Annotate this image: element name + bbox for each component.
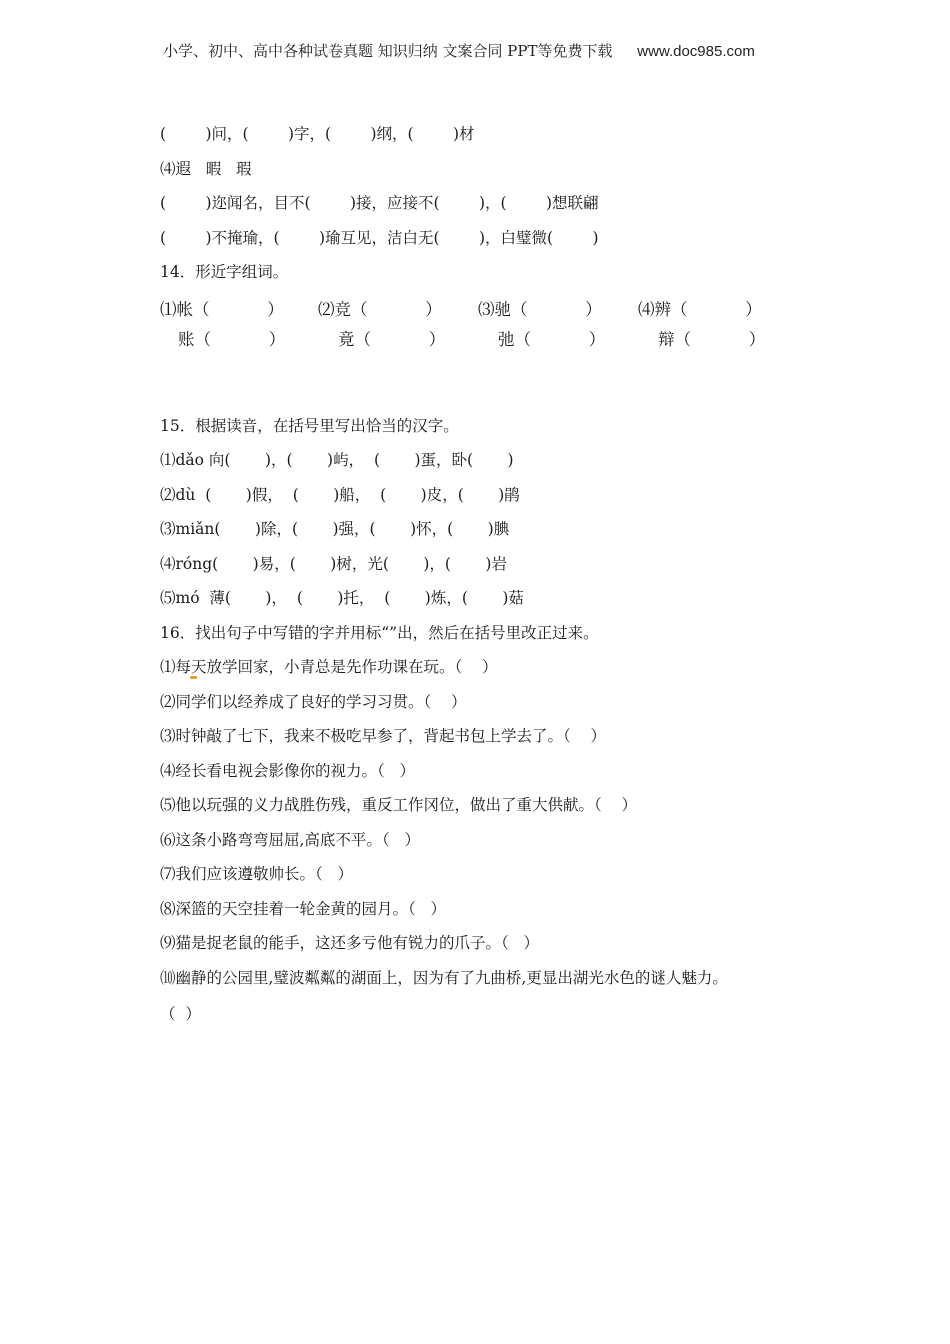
q16-item-10: ⑽幽静的公园里,璧波粼粼的湖面上，因为有了九曲桥,更显出湖光水色的谜人魅力。: [160, 969, 728, 987]
q15-item-1: ⑴dǎo 向( )，( )屿， ( )蛋，卧( ): [160, 451, 514, 469]
q16-item-6: ⑹这条小路弯弯屈屈,高底不平。（ ）: [160, 831, 420, 849]
q15-item-2: ⑵dù ( )假， ( )船， ( )皮，( )鹃: [160, 486, 520, 504]
q13-line-a: ( )问，( )字，( )纲，( )材: [160, 125, 475, 143]
q16-item-5: ⑸他以玩强的义力战胜伤残，重反工作冈位，做出了重大供献。（ ）: [160, 796, 637, 814]
q15-item-5: ⑸mó 薄( )， ( )托， ( )炼，( )菇: [160, 589, 524, 607]
q16-item-9: ⑼猫是捉老鼠的能手，这还多亏他有锐力的爪子。（ ）: [160, 934, 540, 952]
q16-item-7: ⑺我们应该遵敬帅长。（ ）: [160, 865, 354, 883]
q14-cell-1-4: ⑷辨（ ）: [638, 300, 762, 319]
q13-item4-label: ⑷遐 暇 瑕: [160, 160, 252, 178]
q14-cell-2-3: 弛（ ）: [498, 330, 606, 349]
q13-line-b: ( )迩闻名，目不( )接，应接不( )，( )想联翩: [160, 194, 599, 212]
q15-item-4: ⑷róng( )易，( )树，光( )，( )岩: [160, 555, 507, 573]
q16-item-2: ⑵同学们以经养成了良好的学习习贯。（ ）: [160, 693, 467, 711]
q14-cell-1-3: ⑶驰（ ）: [478, 300, 602, 319]
q16-item-1: ⑴每天放学回家，小青总是先作功课在玩。（ ）: [160, 658, 498, 676]
q14-cell-2-1: 账（ ）: [178, 330, 286, 349]
q14-cell-2-2: 竟（ ）: [338, 330, 446, 349]
q14-cell-1-1: ⑴帐（ ）: [160, 300, 284, 319]
header-site: www.doc985.com: [637, 43, 755, 60]
q14-title: 14．形近字组词。: [160, 263, 289, 281]
q14-cell-1-2: ⑵竞（ ）: [318, 300, 442, 319]
q15-item-3: ⑶miǎn( )除，( )强，( )怀，( )腆: [160, 520, 510, 538]
q15-title: 15．根据读音，在括号里写出恰当的汉字。: [160, 417, 459, 435]
q14-row-1: [160, 298, 762, 322]
cursor-mark: [190, 676, 197, 679]
page-header: [163, 40, 755, 61]
q16-item-8: ⑻深篮的天空挂着一轮金黄的园月。（ ）: [160, 900, 447, 918]
q14-cell-2-4: 辩（ ）: [658, 330, 766, 349]
q13-line-c: ( )不掩瑜，( )瑜互见，洁白无( )，白璧微( ): [160, 229, 599, 247]
q16-item-10-paren: （ ）: [160, 1005, 201, 1023]
q14-row-2: [160, 328, 766, 352]
header-text: 小学、初中、高中各种试卷真题 知识归纳 文案合同 PPT等免费下载: [163, 42, 613, 60]
q16-item-4: ⑷经长看电视会影像你的视力。（ ）: [160, 762, 416, 780]
q16-title: 16．找出句子中写错的字并用标“”出，然后在括号里改正过来。: [160, 624, 599, 642]
q16-item-3: ⑶时钟敲了七下，我来不极吃早参了，背起书包上学去了。（ ）: [160, 727, 606, 745]
